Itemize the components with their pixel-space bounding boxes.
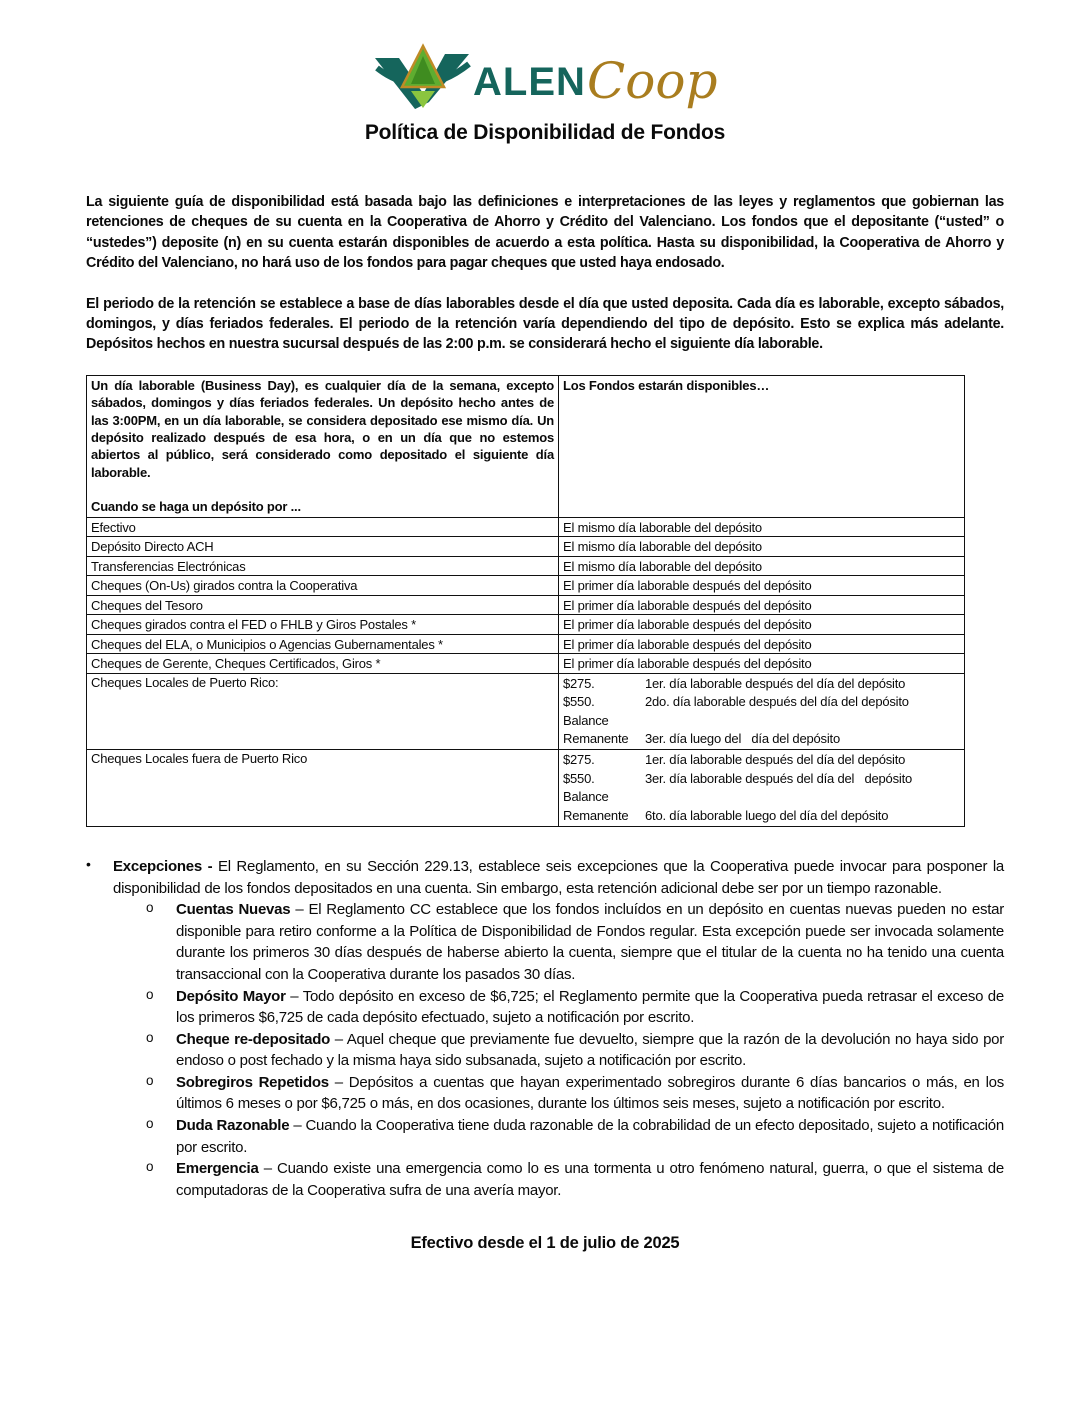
tier-line <box>563 712 960 730</box>
valencoop-logo <box>371 40 719 114</box>
exception-item-title: Depósito Mayor <box>176 987 286 1005</box>
table-header-row <box>87 375 965 517</box>
exception-item-text <box>176 1115 1004 1158</box>
tier-amount-label: Balance <box>563 789 609 805</box>
logo-wordmark-coop: Coop <box>587 52 718 110</box>
deposit-type-cell: Cheques Locales de Puerto Rico: <box>87 673 559 750</box>
exceptions-intro-title: Excepciones - <box>113 857 213 875</box>
deposit-type-cell: Cheques de Gerente, Cheques Certificados, Giros * <box>87 654 559 674</box>
availability-cell: El primer día laborable después del depósito <box>559 634 965 654</box>
tier-availability-text: 3er. día luego del día del depósito <box>645 730 840 746</box>
sub-bullet-marker: o <box>146 1159 154 1175</box>
exceptions-intro-text: El Reglamento, en su Sección 229.13, establece seis excepciones que la Cooperativa puede invocar para posponer la disponibilidad de los fondos depositados en una cuenta. Sin embargo, esta retención adicional debe ser por un tiempo razonable. <box>113 857 1004 897</box>
exception-item-title: Emergencia <box>176 1160 259 1178</box>
sub-bullet-marker: o <box>146 1029 154 1045</box>
table-row <box>87 634 965 654</box>
tier-lines <box>563 675 960 749</box>
exception-item <box>146 1072 1004 1115</box>
tier-amount-label: $550. <box>563 770 595 786</box>
exception-item <box>146 986 1004 1029</box>
sub-bullet-marker: o <box>146 1116 154 1132</box>
tier-line <box>563 807 960 825</box>
deposit-type-cell: Cheques (On-Us) girados contra la Cooperativa <box>87 576 559 596</box>
deposit-type-cell: Transferencias Electrónicas <box>87 556 559 576</box>
availability-cell: El primer día laborable después del depósito <box>559 615 965 635</box>
exception-item-body: – Todo depósito en exceso de $6,725; el Reglamento permite que la Cooperativa pueda retrasar el exceso de los primeros $6,725 de cada depósito efectuado, sujeto a notificación por escrito. <box>176 987 1004 1027</box>
availability-cell: El primer día laborable después del depósito <box>559 576 965 596</box>
exception-item <box>146 1115 1004 1158</box>
table-row-tiered <box>87 750 965 827</box>
availability-cell: El mismo día laborable del depósito <box>559 517 965 537</box>
availability-cell: El mismo día laborable del depósito <box>559 537 965 557</box>
table-row <box>87 556 965 576</box>
exception-item-text <box>176 1158 1004 1201</box>
logo-wordmark-valen: ALEN <box>473 60 586 104</box>
exception-item-title: Cuentas Nuevas <box>176 901 291 919</box>
sub-bullet-marker: o <box>146 1072 154 1088</box>
tier-line <box>563 751 960 769</box>
tier-amount-label: $550. <box>563 694 595 710</box>
deposit-type-cell: Cheques girados contra el FED o FHLB y Giros Postales * <box>87 615 559 635</box>
tier-availability-text: 1er. día laborable después del día del depósito <box>645 675 906 691</box>
tier-line <box>563 675 960 693</box>
exception-item-title: Sobregiros Repetidos <box>176 1073 329 1091</box>
tier-line <box>563 770 960 788</box>
sub-bullet-marker: o <box>146 900 154 916</box>
exception-item-text <box>176 899 1004 985</box>
exception-item-title: Duda Razonable <box>176 1117 290 1135</box>
page-title: Política de Disponibilidad de Fondos <box>364 121 726 144</box>
tier-availability-text: 6to. día laborable luego del día del depósito <box>645 807 889 823</box>
tier-availability-text: 2do. día laborable después del día del depósito <box>645 694 909 710</box>
deposit-type-cell: Cheques Locales fuera de Puerto Rico <box>87 750 559 827</box>
table-row <box>87 654 965 674</box>
availability-cell: El mismo día laborable del depósito <box>559 556 965 576</box>
business-day-definition: Un día laborable (Business Day), es cualquier día de la semana, excepto sábados, domingos y días feriados federales. Un depósito hecho antes de las 3:00PM, en un día laborable, se considera depositado ese mismo día. Un depósito realizado después de esa hora, o en un día que no estemos abiertos al público, será considerado como depositado el siguiente día laborable. <box>91 377 554 480</box>
availability-cell: El primer día laborable después del depósito <box>559 654 965 674</box>
availability-cell: El primer día laborable después del depósito <box>559 595 965 615</box>
deposit-type-cell: Efectivo <box>87 517 559 537</box>
table-row <box>87 615 965 635</box>
tier-availability-text: 3er. día laborable después del día del depósito <box>645 770 913 786</box>
exception-items-list <box>146 899 1004 1201</box>
header-cell-availability <box>559 375 965 517</box>
bullet-marker: • <box>86 855 91 872</box>
valencoop-logo-graphic <box>371 40 719 114</box>
exceptions-bullet <box>86 856 1004 899</box>
deposit-type-cell: Depósito Directo ACH <box>87 537 559 557</box>
exception-item-body: – Aquel cheque que previamente fue devuelto, siempre que la razón de la devolución no haya sido por endoso o post fechado y la misma haya sido subsanada, sujeto a notificación por escrito. <box>176 1030 1004 1070</box>
table-row <box>87 576 965 596</box>
tier-amount-label: Remanente <box>563 807 629 823</box>
tier-amount-label: Balance <box>563 712 609 728</box>
exception-item-body: – Cuando existe una emergencia como lo es una tormenta u otro fenómeno natural, guerra, o que el sistema de computadoras de la Cooperativa sufra de una avería mayor. <box>176 1160 1004 1199</box>
exception-item-body: – Cuando la Cooperativa tiene duda razonable de la cobrabilidad de un efecto depositado, sujeto a notificación por escrito. <box>176 1117 1004 1156</box>
table-row <box>87 595 965 615</box>
tier-amount-label: Remanente <box>563 730 629 746</box>
deposit-type-cell: Cheques del ELA, o Municipios o Agencias Gubernamentales * <box>87 634 559 654</box>
exception-item <box>146 1158 1004 1201</box>
exception-item-body: – El Reglamento CC establece que los fondos incluídos en un depósito en cuentas nuevas pueden no estar disponible para retiro conforme a la Política de Disponibilidad de Fondos regular. Esta excepción puede ser invocada solamente durante los primeros 30 días después de haberse abierto la cuenta, siempre que el titular de la cuenta no ha tenido una cuenta transaccional con la Cooperativa durante los pasados 30 días. <box>176 901 1005 983</box>
exception-item-text <box>176 986 1004 1029</box>
deposit-type-cell: Cheques del Tesoro <box>87 595 559 615</box>
exception-item-body: – Depósitos a cuentas que hayan experimentado sobregiros durante 6 días bancarios o más, en los últimos 6 meses o por $6,725 o más, en dos ocasiones, durante los últimos seis meses, sujeto a notificación por escrito. <box>176 1073 1004 1113</box>
tier-line <box>563 788 960 806</box>
tier-amount-label: $275. <box>563 675 595 691</box>
tier-availability-text: 1er. día laborable después del día del depósito <box>645 752 906 768</box>
deposit-prompt: Cuando se haga un depósito por ... <box>91 499 301 515</box>
availability-cell-tiered <box>559 673 965 750</box>
exceptions-section <box>86 856 1004 1202</box>
intro-paragraph-1: La siguiente guía de disponibilidad está basada bajo las definiciones e interpretaciones de las leyes y reglamentos que gobiernan las retenciones de cheques de su cuenta en la Cooperativa de Ahorro y Crédito del Valenciano. Los fondos que el depositante (“usted” o “ustedes”) deposite (n) en su cuenta estarán disponibles de acuerdo a esta política. Hasta su disponibilidad, la Cooperativa de Ahorro y Crédito del Valenciano, no hará uso de los fondos para pagar cheques que usted haya endosado. <box>86 194 1004 272</box>
exception-item <box>146 1029 1004 1072</box>
tier-amount-label: $275. <box>563 752 595 768</box>
effective-date-footer: Efectivo desde el 1 de julio de 2025 <box>410 1234 680 1253</box>
table-row-tiered <box>87 673 965 750</box>
exceptions-intro <box>113 856 1004 899</box>
table-row <box>87 517 965 537</box>
exception-item-text <box>176 1029 1004 1072</box>
intro-paragraph-2: El periodo de la retención se establece a base de días laborables desde el día que usted deposita. Cada día es laborable, excepto sábados, domingos, y días feriados federales. El periodo de la retención varía dependiendo del tipo de depósito. Esto se explica más adelante. Depósitos hechos en nuestra sucursal después de las 2:00 p.m. se considerará hecho el siguiente día laborable. <box>86 295 1004 353</box>
exception-item-title: Cheque re-depositado <box>176 1030 331 1048</box>
availability-table <box>86 375 965 827</box>
tier-lines <box>563 751 960 825</box>
availability-cell-tiered <box>559 750 965 827</box>
tier-line <box>563 730 960 748</box>
availability-label: Los Fondos estarán disponibles… <box>563 377 770 393</box>
sub-bullet-marker: o <box>146 986 154 1002</box>
header-cell-deposit-type <box>87 375 559 517</box>
exception-item <box>146 899 1004 985</box>
table-row <box>87 537 965 557</box>
document-header <box>86 40 1004 145</box>
tier-line <box>563 693 960 711</box>
exception-item-text <box>176 1072 1004 1115</box>
